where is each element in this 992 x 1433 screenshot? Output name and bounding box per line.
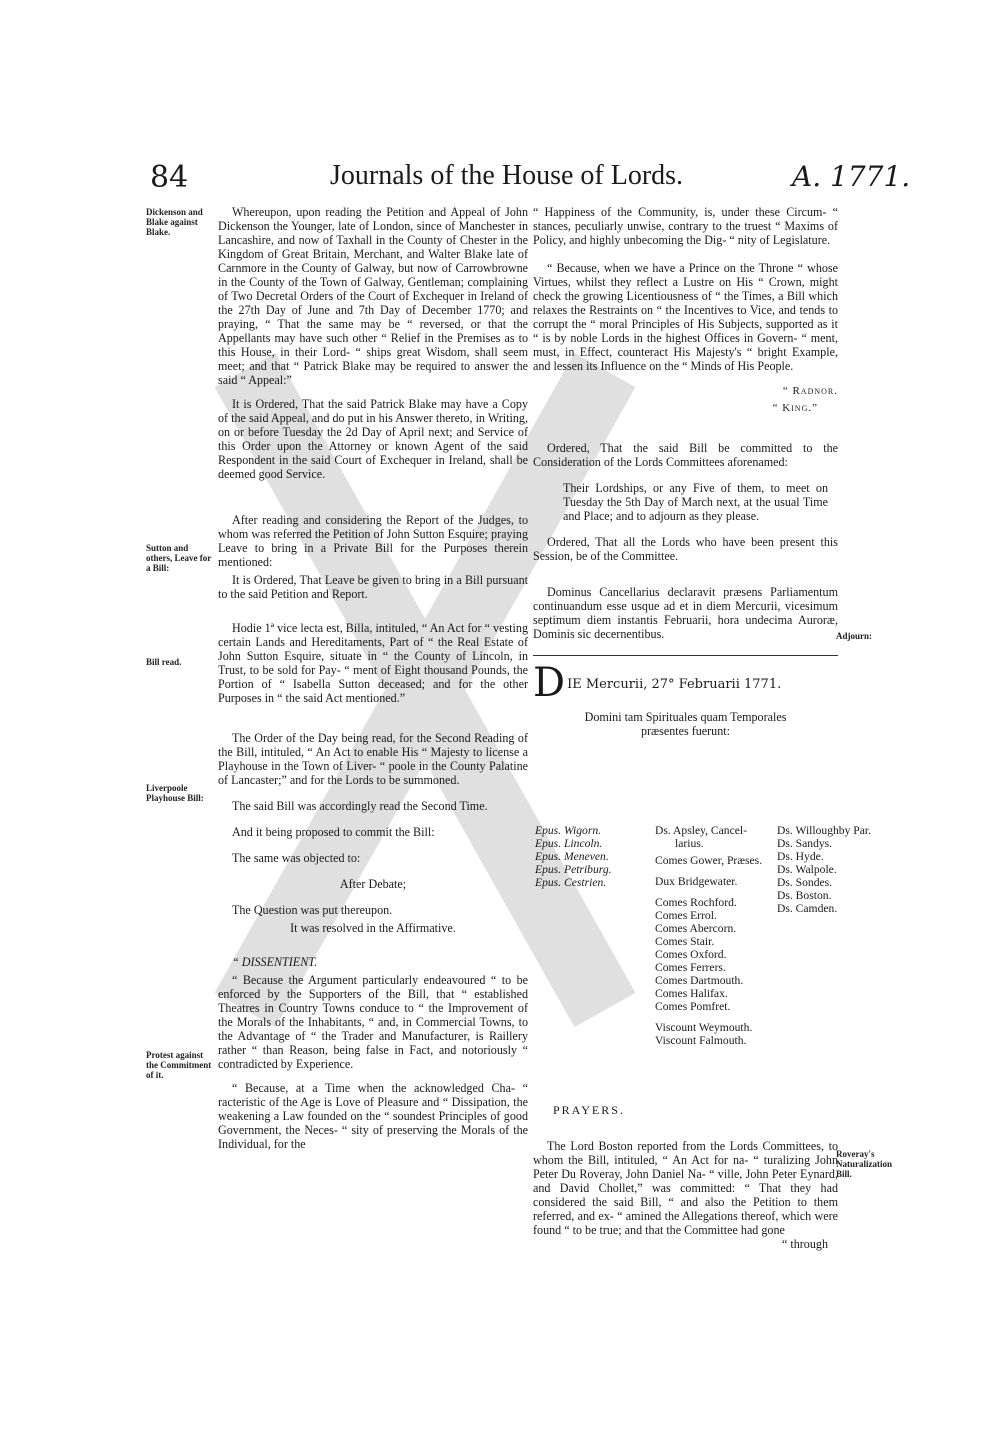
paragraph-appeal: Whereupon, upon reading the Petition and Appeal of John Dickenson the Younger, late of London, since of Manchester in Lancashire, and now of Taxhall in the County of Chester in the Kingdom of Great Britain, Merchant, and Walter Blake late of Carnmore in the County of Galway, but now of Carrowbrowne in the County of the Town of Galway, Gentleman; complaining of Two Decretal Orders of the Court of Exchequer in Ireland of the 27th Day of June and 7th Day of December 1770; and praying, “ That the same may be “ reversed, or that the Appellants may have such other “ Relief in the Premises as to this House, in their Lord- “ ships great Wisdom, shall seem meet; and that “ Patrick Blake may be required to answer the said “ Appeal:” xyxy=(218,205,528,387)
present-entry: Comes Abercorn. xyxy=(655,922,737,935)
page-title: Journals of the House of Lords. xyxy=(330,160,684,191)
present-entry: Epus. Cestrien. xyxy=(535,876,607,889)
present-entry: Epus. Meneven. xyxy=(535,850,609,863)
present-entry: Viscount Weymouth. xyxy=(655,1021,753,1034)
present-entry: Ds. Willoughby Par. xyxy=(777,824,872,837)
present-entry: larius. xyxy=(675,837,704,850)
left-column xyxy=(218,205,528,1161)
signature-king: “ King.” xyxy=(772,402,818,414)
paragraph-meeting: Their Lordships, or any Five of them, to meet on Tuesday the 5th Day of March next, at the usual Time and Place; and to adjourn as they please. xyxy=(563,481,828,523)
paragraph-committee-members: Ordered, That all the Lords who have been present this Session, be of the Committee. xyxy=(533,535,838,563)
margin-note-protest: Protest against the Commitment of it. xyxy=(146,1050,212,1080)
present-entry: Comes Oxford. xyxy=(655,948,727,961)
paragraph-question: The Question was put thereupon. xyxy=(232,903,393,917)
prayers-heading: PRAYERS. xyxy=(553,1103,625,1117)
margin-note-roveray: Roveray's Naturalization Bill. xyxy=(836,1149,892,1179)
paragraph-committed: Ordered, That the said Bill be committed to the Consideration of the Lords Committees aforenamed: xyxy=(533,441,838,469)
paragraph-roveray-report: The Lord Boston reported from the Lords Committees, to whom the Bill, intituled, “ An Act for na- “ turalizing John Peter Du Roveray, John Daniel Na- “ ville, John Peter Eynard, and David Chollet,” was committed: “ That they had considered the said Bill, “ and also the Petition to them referred, and ex- “ amined the Allegations thereof, which were found “ to be true; and that the Committee had gone xyxy=(533,1139,838,1237)
signature-radnor: “ Radnor. xyxy=(782,385,838,397)
present-heading: Domini tam Spirituales quam Temporales præsentes fuerunt: xyxy=(584,710,787,738)
paragraph-bill-first-reading: Hodie 1ª vice lecta est, Billa, intituled, “ An Act for “ vesting certain Lands and Hereditaments, Part of “ the Real Estate of John Sutton Esquire, situate in “ the County of Lincoln, in Trust, to be sold for Pay- “ ment of Eight thousand Pounds, the Portion of “ Isabella Sutton deceased; and for the other Purposes in “ the said Act mentioned.” xyxy=(218,621,528,705)
present-entry: Epus. Wigorn. xyxy=(535,824,602,837)
present-entry: Epus. Petriburg. xyxy=(535,863,612,876)
paragraph-commit-proposed: And it being proposed to commit the Bill: xyxy=(232,825,435,839)
right-column xyxy=(533,205,838,748)
paragraph-playhouse-order: The Order of the Day being read, for the Second Reading of the Bill, intituled, “ An Act to enable His “ Majesty to license a Playhouse in the Town of Liver- “ poole in the County Palatine of Lancaster;” and for the Lords to be summoned. xyxy=(218,731,528,787)
present-entry: Comes Errol. xyxy=(655,909,717,922)
present-entry: Ds. Camden. xyxy=(777,902,838,915)
present-entry: Comes Ferrers. xyxy=(655,961,726,974)
paragraph-sutton-leave: It is Ordered, That Leave be given to bring in a Bill pursuant to the said Petition and Report. xyxy=(218,573,528,601)
paragraph-resolved: It was resolved in the Affirmative. xyxy=(290,921,456,935)
margin-note-bill-read: Bill read. xyxy=(146,657,182,667)
present-entry: Dux Bridgewater. xyxy=(655,875,738,888)
paragraph-protest-reason-3: “ Because, when we have a Prince on the Throne “ whose Virtues, whilst they reflect a Lustre on His “ Crown, might check the growing Licentiousness of “ the Times, a Bill which relaxes the Restraints on “ the Incentives to Vice, and tends to corrupt the “ moral Principles of His Subjects, supported as it “ is by noble Lords in the highest Offices in Govern- “ ment, must, in Effect, counteract His Majesty's “ bright Example, and lessen its Influence on the “ Minds of His People. xyxy=(533,261,838,373)
paragraph-dissentient: “ DISSENTIENT. xyxy=(232,955,318,969)
present-entry: Comes Pomfret. xyxy=(655,1000,731,1013)
paragraph-sutton-report: After reading and considering the Report of the Judges, to whom was referred the Petition of John Sutton Esquire; praying Leave to bring in a Private Bill for the Purposes therein mentioned: xyxy=(218,513,528,569)
paragraph-after-debate: After Debate; xyxy=(339,877,407,891)
paragraph-protest-reason-2: “ Because, at a Time when the acknowledged Cha- “ racteristic of the Age is Love of Pleasure and “ Dissipation, the weakening a Law founded on the “ soundest Principles of good Government, the Neces- “ sity of preserving the Morals of the Individual, for the xyxy=(218,1081,528,1151)
present-entry: Comes Gower, Præses. xyxy=(655,854,763,867)
present-entry: Viscount Falmouth. xyxy=(655,1034,747,1047)
paragraph-objected: The same was objected to: xyxy=(232,851,361,865)
margin-note-sutton: Sutton and others, Leave for a Bill: xyxy=(146,543,212,573)
present-entry: Epus. Lincoln. xyxy=(535,837,603,850)
present-entry: Ds. Walpole. xyxy=(777,863,837,876)
present-list-barons xyxy=(777,824,871,915)
present-entry: Comes Stair. xyxy=(655,935,715,948)
page-number: 84 xyxy=(150,160,189,195)
present-entry: Comes Halifax. xyxy=(655,987,728,1000)
page-year: A. 1771. xyxy=(792,160,911,193)
present-entry: Comes Dartmouth. xyxy=(655,974,744,987)
date-heading-text: IE Mercurii, 27° Februarii 1771. xyxy=(567,677,782,692)
catchword: “ through xyxy=(781,1237,828,1251)
margin-note-liverpoole: Liverpoole Playhouse Bill: xyxy=(146,783,204,803)
paragraph-protest-reason-1: “ Because the Argument particularly endeavoured “ to be enforced by the Supporters of the Bill, that “ established Theatres in Country Towns conduce to “ the Improvement of the Morals of the Inhabitants, “ and, in Commercial Towns, to the Advantage of “ the Trader and Manufacturer, is Raillery rather “ than Reason, being false in Fact, and notoriously “ contradicted by Experience. xyxy=(218,973,528,1071)
present-entry: Ds. Sondes. xyxy=(777,876,833,889)
section-divider xyxy=(533,655,838,656)
present-list-bishops xyxy=(535,824,612,889)
date-drop-letter: D xyxy=(533,666,566,700)
meeting-block xyxy=(533,481,838,523)
margin-note-dickenson: Dickenson and Blake against Blake. xyxy=(146,207,203,237)
present-entry: Ds. Apsley, Cancel- xyxy=(655,824,747,837)
paragraph-adjournment: Dominus Cancellarius declaravit præsens Parliamentum continuandum esse usque ad et in diem Mercurii, vicesimum septimum diem instantis Februarii, hora undecima Auroræ, Dominis sic decernentibus. xyxy=(533,585,838,641)
margin-note-adjourn: Adjourn: xyxy=(836,631,873,641)
present-list-peers xyxy=(655,824,762,1047)
date-heading xyxy=(533,666,838,700)
present-entry: Ds. Sandys. xyxy=(777,837,833,850)
paragraph-second-time: The said Bill was accordingly read the Second Time. xyxy=(232,799,488,813)
paragraph-reason-2-cont: “ Happiness of the Community, is, under these Circum- “ stances, peculiarly unwise, contrary to the truest “ Maxims of Policy, and highly unbecoming the Dig- “ nity of Legislature. xyxy=(533,205,838,247)
present-entry: Comes Rochford. xyxy=(655,896,737,909)
right-column-lower xyxy=(533,1103,838,1261)
paragraph-order-blake: It is Ordered, That the said Patrick Blake may have a Copy of the said Appeal, and do put in his Answer thereto, in Writing, on or before Tuesday the 2d Day of April next; and Service of this Order upon the Attorney or known Agent of the said Respondent in the said Court of Exchequer in Ireland, shall be deemed good Service. xyxy=(218,397,528,481)
present-entry: Ds. Boston. xyxy=(777,889,832,902)
present-entry: Ds. Hyde. xyxy=(777,850,824,863)
